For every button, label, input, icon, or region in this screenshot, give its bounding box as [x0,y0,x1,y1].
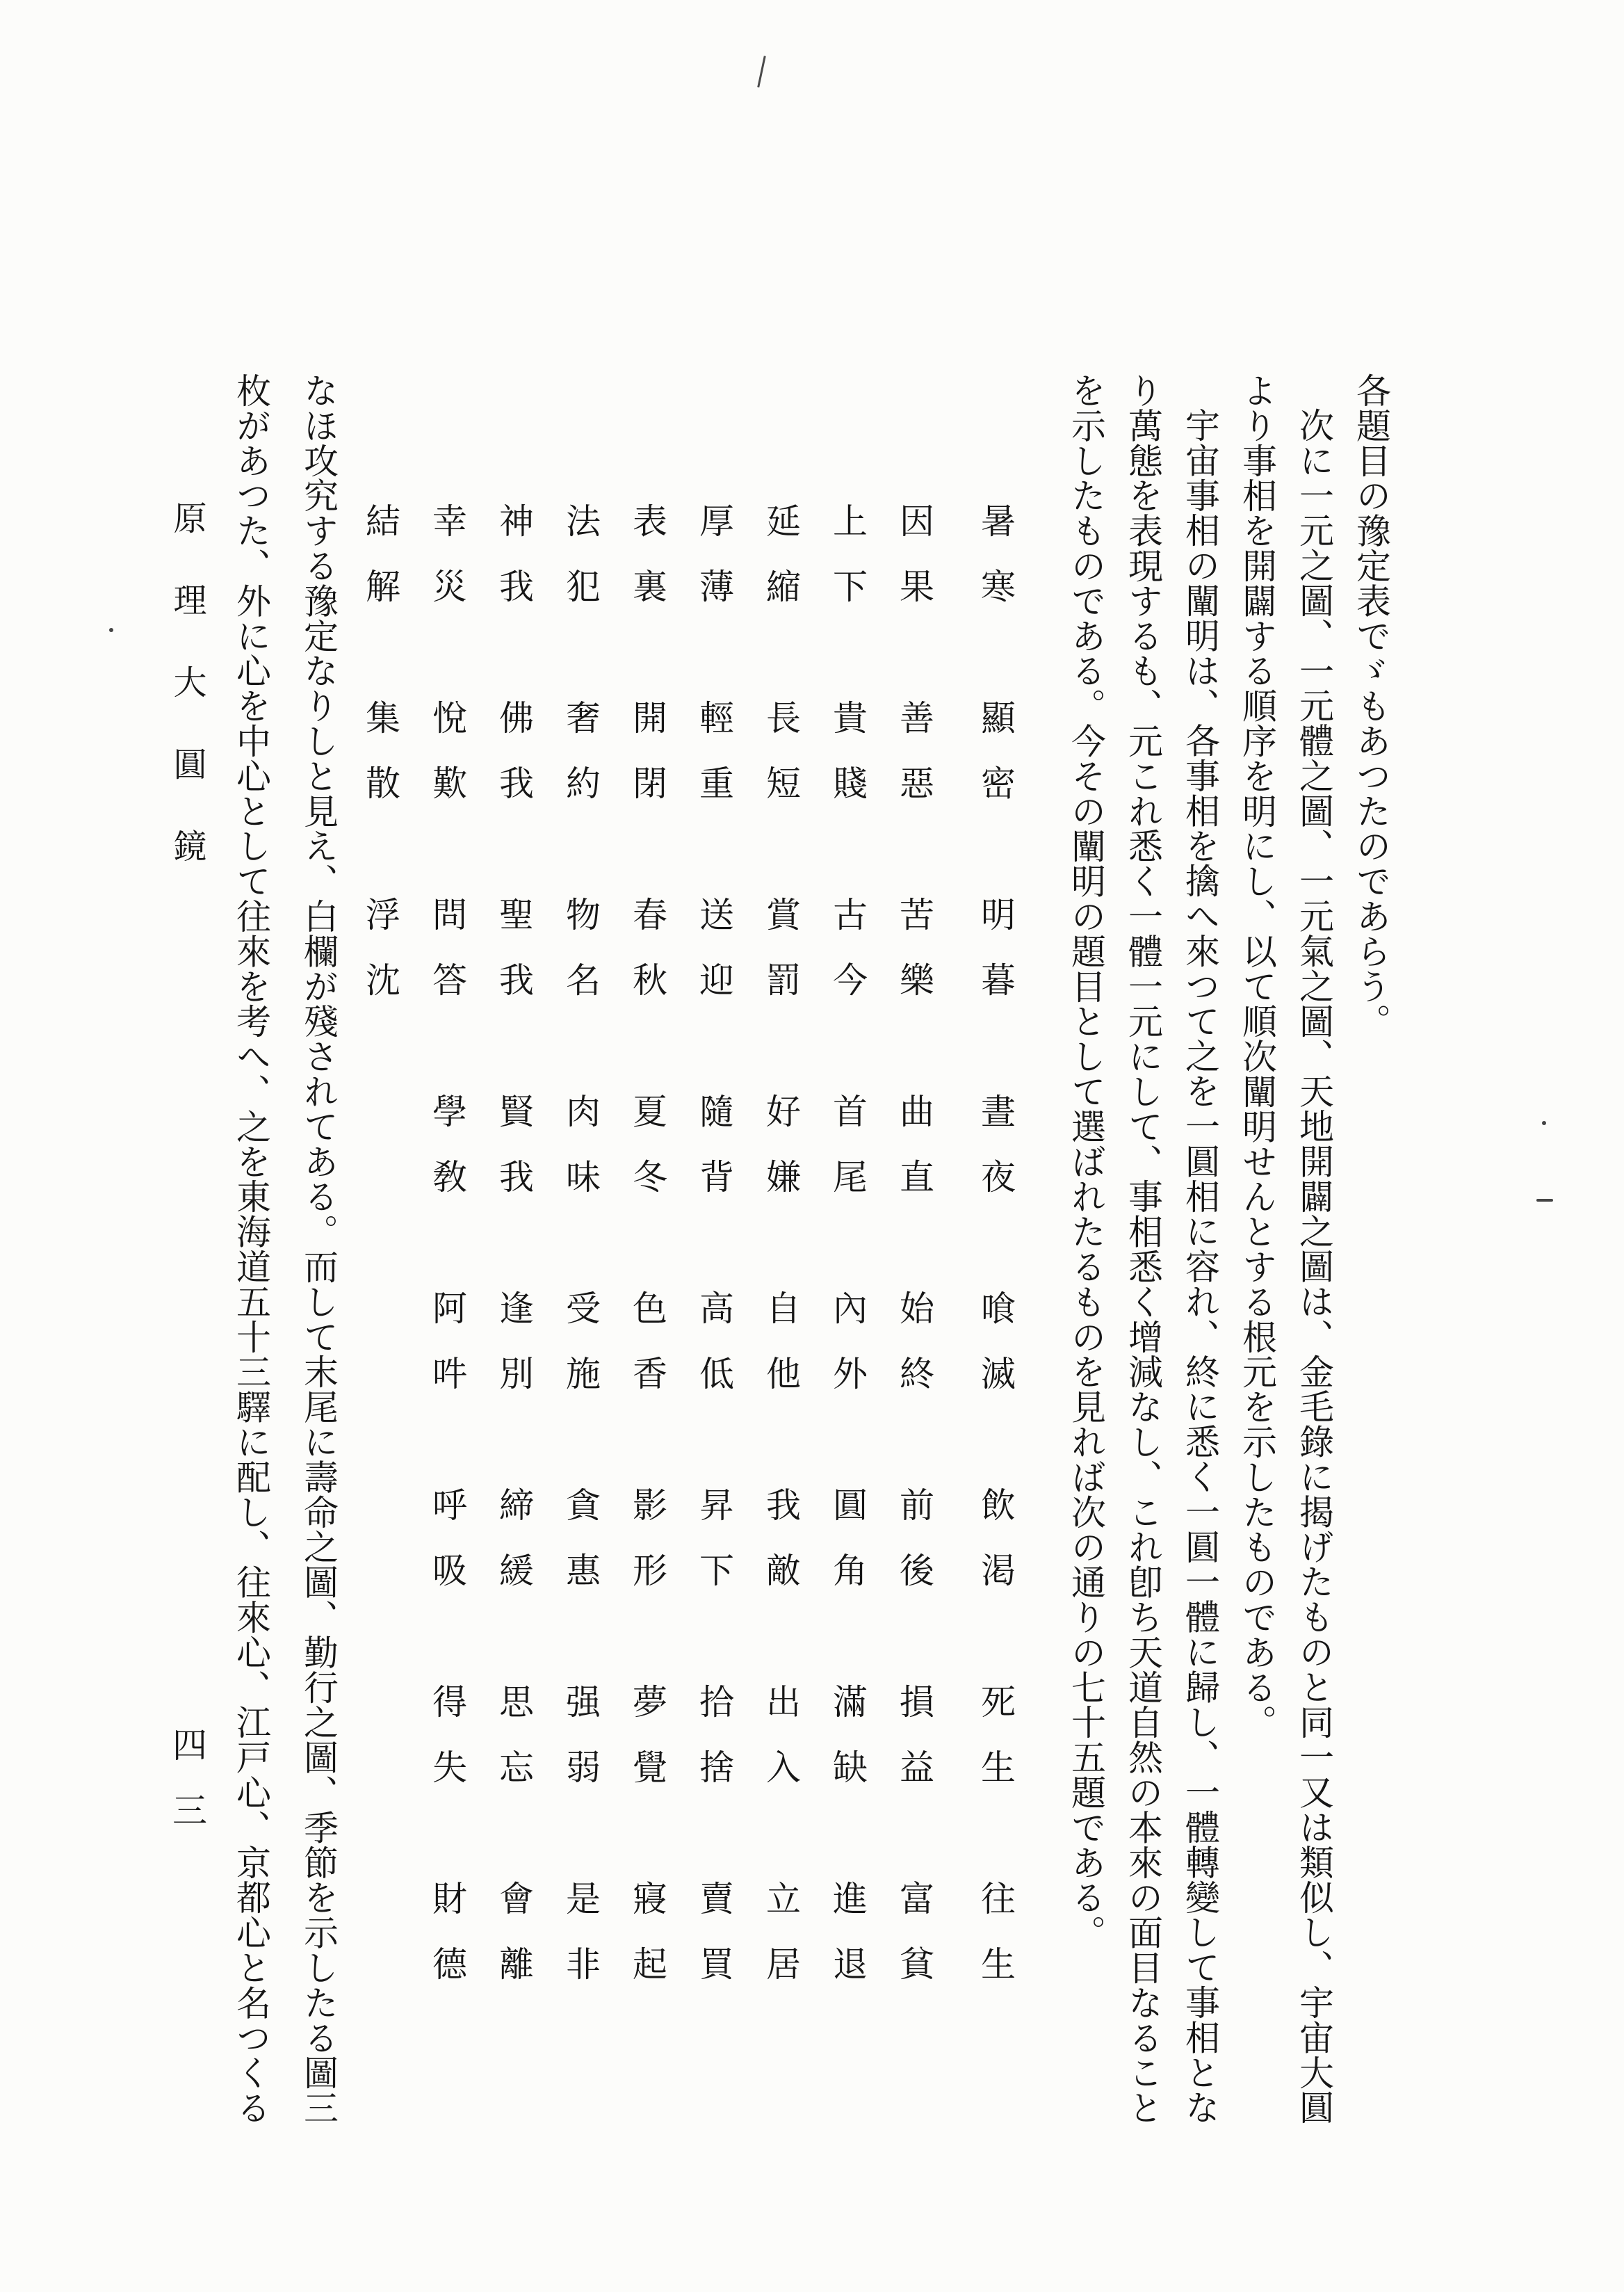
topic-column [359,503,402,1093]
scan-speck [109,628,113,632]
topic-entry: 厚薄 [694,503,734,633]
topic-entry: 始終 [894,1290,934,1421]
topic-entry: 隨背 [694,1093,734,1224]
topic-entry: 是非 [560,1880,601,2011]
topic-column [559,503,602,2077]
topic-entry: 問答 [427,896,467,1027]
topic-entry: 輕重 [694,700,734,830]
topic-column [692,503,736,2077]
text-line: 次に一元之圖、一元體之圖、一元氣之圖、天地開闢之圖は、金毛錄に揭げたものと同一又は類似し、宇宙大圓 [1294,407,1334,2125]
topic-entry: 延縮 [761,503,801,633]
topic-entry: 財德 [427,1880,467,2011]
text-line: 宇宙事相の闡明は、各事相を擒へ來つて之を一圓相に容れ、終に悉く一圓一體に歸し、一體轉變して事相とな [1180,407,1220,2125]
topic-entry: 物名 [560,896,601,1027]
topic-entry: 因果 [894,503,934,633]
topic-entry: 出入 [761,1684,801,1814]
topic-column [492,503,535,2077]
page-number: 四三 [167,1727,207,1857]
topic-entry: 內外 [827,1290,868,1421]
topic-entry: 阿吽 [427,1290,467,1421]
topic-entry: 圓角 [827,1487,868,1617]
topic-entry: 貴賤 [827,700,868,830]
topic-entry: 呼吸 [427,1487,467,1617]
text-line: を示したものである。今その闡明の題目として選ばれたるものを見れば次の通りの七十五題である。 [1066,373,1106,1950]
text-line: 枚があつた、外に心を中心として往來を考へ、之を東海道五十三驛に配し、往來心、江戸心、京都心と名つくる [231,373,271,2125]
topic-column [893,503,936,2077]
topic-entry: 好嫌 [761,1093,801,1224]
topic-entry: 昇下 [694,1487,734,1617]
topic-entry: 法犯 [560,503,601,633]
topic-entry: 賢我 [494,1093,534,1224]
topic-entry: 締緩 [494,1487,534,1617]
running-title: 原理大圓鏡 [168,501,206,911]
topic-entry: 貪惠 [560,1487,601,1617]
topic-entry: 受施 [560,1290,601,1421]
topic-entry: 首尾 [827,1093,868,1224]
topic-entry: 色香 [627,1290,667,1421]
topic-entry: 晝夜 [975,1093,1016,1224]
topic-entry: 往生 [975,1880,1016,2011]
topic-entry: 開閉 [627,700,667,830]
topic-entry: 肉味 [560,1093,601,1224]
topic-entry: 寢起 [627,1880,667,2011]
topic-column [826,503,869,2077]
topic-entry: 苦樂 [894,896,934,1027]
topic-entry: 表裏 [627,503,667,633]
topic-entry: 得失 [427,1684,467,1814]
topic-entry: 集散 [360,700,400,830]
topic-entry: 强弱 [560,1684,601,1814]
topic-entry: 進退 [827,1880,868,2011]
topic-entry: 悅歎 [427,700,467,830]
topic-entry: 逢別 [494,1290,534,1421]
topic-entry: 善惡 [894,700,934,830]
topic-entry: 我敵 [761,1487,801,1617]
scan-speck [1536,1199,1553,1202]
topic-entry: 暑寒 [975,503,1016,633]
topic-column [425,503,469,2077]
topic-entry: 春秋 [627,896,667,1027]
topic-entry: 夏冬 [627,1093,667,1224]
topic-entry: 自他 [761,1290,801,1421]
topic-entry: 死生 [975,1684,1016,1814]
text-line: なほ攻究する豫定なりしと見え、白欄が殘されてある。而して末尾に壽命之圖、勤行之圖、季節を示したる圖三 [298,373,339,2125]
topic-entry: 顯密 [975,700,1016,830]
topic-entry: 幸災 [427,503,467,633]
pencil-mark [757,56,765,88]
topic-entry: 賣買 [694,1880,734,2011]
topic-entry: 會離 [494,1880,534,2011]
topic-entry: 浮沈 [360,896,400,1027]
topic-entry: 立居 [761,1880,801,2011]
topic-entry: 拾捨 [694,1684,734,1814]
topic-entry: 前後 [894,1487,934,1617]
topic-entry: 奢約 [560,700,601,830]
topic-entry: 損益 [894,1684,934,1814]
topic-entry: 明暮 [975,896,1016,1027]
topic-entry: 飲渇 [975,1487,1016,1617]
topic-entry: 上下 [827,503,868,633]
text-line: より事相を開闢する順序を明にし、以て順次闡明せんとする根元を示したものである。 [1237,373,1277,1740]
topic-entry: 影形 [627,1487,667,1617]
topic-entry: 古今 [827,896,868,1027]
topic-entry: 神我 [494,503,534,633]
topic-entry: 曲直 [894,1093,934,1224]
topic-entry: 佛我 [494,700,534,830]
topic-entry: 賞罰 [761,896,801,1027]
scan-speck [1542,1121,1546,1125]
topic-entry: 夢覺 [627,1684,667,1814]
topic-entry: 喰滅 [975,1290,1016,1421]
topic-column [759,503,802,2077]
topic-entry: 聖我 [494,896,534,1027]
topic-entry: 富貧 [894,1880,934,2011]
topic-entry: 結解 [360,503,400,633]
text-line: り萬態を表現するも、元これ悉く一體一元にして、事相悉く增減なし、これ卽ち天道自然の本來の面目なること [1123,373,1163,2125]
text-line: 各題目の豫定表でゞもあつたのであらう。 [1351,373,1391,1039]
topic-entry: 滿缺 [827,1684,868,1814]
topic-column [974,503,1017,2077]
topic-entry: 送迎 [694,896,734,1027]
topic-entry: 思忘 [494,1684,534,1814]
topic-entry: 長短 [761,700,801,830]
topic-entry: 高低 [694,1290,734,1421]
topic-entry: 學敎 [427,1093,467,1224]
topic-column [626,503,669,2077]
